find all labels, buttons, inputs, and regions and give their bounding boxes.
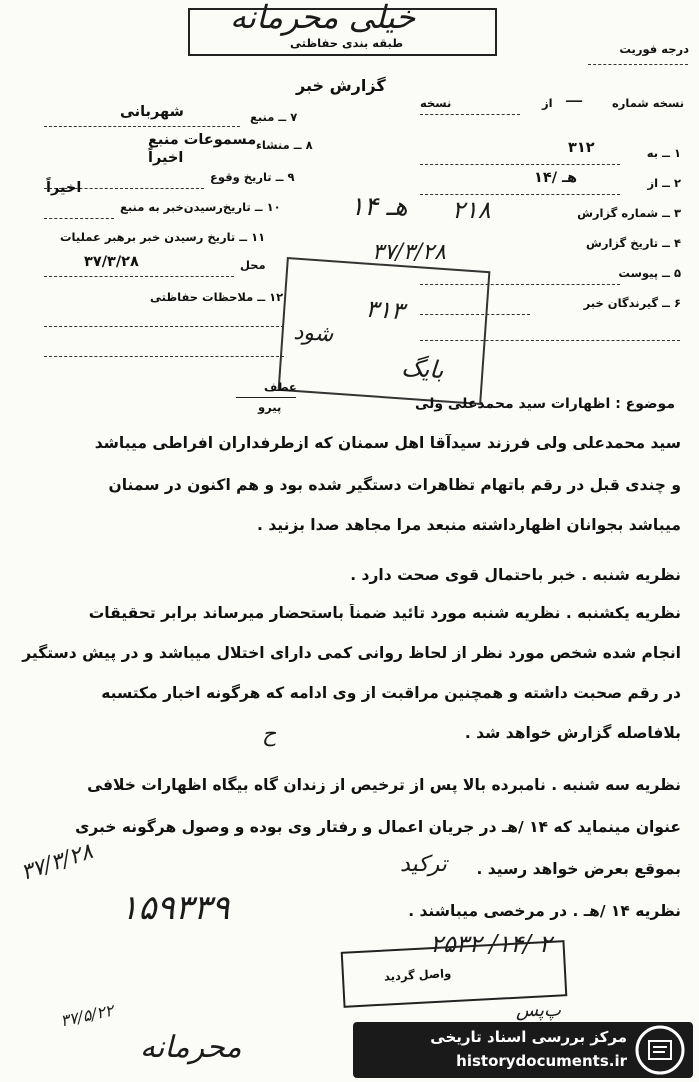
field-r4: ۴ ــ تاریخ گزارش xyxy=(585,236,681,250)
stamp-number: ۳۱۳ xyxy=(364,294,406,326)
copy-dashes xyxy=(420,114,520,115)
logo-emblem-icon xyxy=(635,1025,685,1075)
field-r1-value: ۳۱۲ xyxy=(568,140,595,156)
body-line-2: و چندی قبل در رقم باتهام تظاهرات دستگیر شده بود و هم اکنون در سمنان xyxy=(108,476,681,494)
side-note-piro: پیرو xyxy=(258,400,282,414)
priority-dashes xyxy=(588,64,688,65)
field-9-value: اخیراً xyxy=(148,150,184,166)
field-11-place: محل xyxy=(240,258,266,272)
side-note-atf: عطف xyxy=(264,380,297,394)
field-11-dashes xyxy=(44,276,234,277)
received-stamp-number: ۲۵۳۲ /۱۴/ ۲ xyxy=(430,930,552,958)
field-r5: ۵ ــ پیوست xyxy=(618,266,681,280)
field-8-value: مسموعات منبع xyxy=(148,132,257,148)
handwritten-initial: ح xyxy=(262,722,277,747)
field-7: ۷ ــ منبع xyxy=(250,110,298,124)
field-r1-dashes xyxy=(420,164,620,165)
field-10: ۱۰ ــ تاریخ‌رسیدن‌خبر به منبع xyxy=(120,200,281,214)
field-10-value: اخیراً xyxy=(46,180,82,196)
handwritten-date: ۳۷/۳/۲۸ xyxy=(17,839,96,886)
classification-box xyxy=(188,8,497,56)
copy-from: از xyxy=(542,96,553,110)
handwritten-number: ۱۵۹۳۳۹ xyxy=(120,888,230,928)
logo-url: historydocuments.ir xyxy=(456,1052,627,1070)
copy-word: نسخه xyxy=(420,96,452,110)
field-8: ۸ ــ منشاء xyxy=(256,138,313,152)
body-line-10: عنوان مینماید که ۱۴ /هـ در جریان اعمال و رفتار وی بوده و وصول هرگونه خبری xyxy=(75,818,681,836)
body-line-7: در رقم صحبت داشته و همچنین مراقبت از وی ادامه که هرگونه اخبار مکتسبه xyxy=(101,684,681,702)
field-r1: ۱ ــ به xyxy=(646,146,681,160)
field-r3: ۳ ــ شماره گزارش xyxy=(577,206,681,220)
body-line-9: نظریه سه شنبه . نامبرده بالا پس از ترخیص از زندان گاه بیگاه اظهارات خلافی xyxy=(87,776,681,794)
field-7-value: شهربانی xyxy=(120,104,184,120)
copy-number-label: نسخه شماره xyxy=(612,96,685,110)
body-line-1: سید محمدعلی ولی فرزند سیدآقا اهل سمنان که ازطرفداران افراطی میباشد xyxy=(94,434,681,452)
handwritten-classification: خیلی محرمانه xyxy=(230,0,416,36)
field-r3-hand: ۱۴ هـ xyxy=(350,192,408,222)
subject-line: موضوع : اظهارات سید محمدعلی ولی xyxy=(414,396,675,412)
body-line-4: نظریه شنبه . خبر باحتمال قوی صحت دارد . xyxy=(350,566,681,584)
stamp-word: شود xyxy=(292,319,335,348)
field-r2-value: ۱۴/ هـ xyxy=(534,170,578,186)
priority-label: درجه فوریت xyxy=(619,42,689,56)
field-12-dashes-2 xyxy=(44,356,284,357)
archive-logo xyxy=(353,1022,693,1078)
received-stamp xyxy=(341,940,568,1008)
field-r2-dashes xyxy=(420,194,620,195)
field-9: ۹ ــ تاریخ وقوع xyxy=(210,170,295,184)
field-r4-value: ۳۷/۳/۲۸ xyxy=(372,240,446,265)
report-title: گزارش خبر xyxy=(296,76,386,95)
field-12-dashes xyxy=(44,326,284,327)
archive-stamp xyxy=(278,257,491,405)
field-r2: ۲ ــ از xyxy=(647,176,681,190)
field-12: ۱۲ ــ ملاحظات حفاظتی xyxy=(150,290,284,304)
classification-label: طبقه بندی حفاظتی xyxy=(290,36,404,50)
body-line-3: میباشد بجوانان اظهارداشته منبعد مرا مجاهد صدا بزنید . xyxy=(257,516,681,534)
handwritten-forward: پ‌پس xyxy=(516,1000,561,1021)
copy-number-value: ـــ xyxy=(566,86,582,107)
handwritten-bottom-classification: محرمانه xyxy=(140,1030,242,1065)
field-10-dashes xyxy=(44,218,114,219)
side-note-line xyxy=(236,397,296,398)
logo-name: مرکز بررسی اسناد تاریخی xyxy=(430,1028,627,1046)
handwritten-date-small: ۳۷/۵/۲۲ xyxy=(58,1000,116,1031)
handwritten-signature: ترکید xyxy=(400,852,447,877)
body-line-12: نظریه ۱۴ /هـ . در مرخصی میباشند . xyxy=(408,902,681,920)
body-line-5: نظریه یکشنبه . نظریه شنبه مورد تائید ضمناً باستحضار میرساند برابر تحقیقات xyxy=(88,604,681,622)
field-r3-value: ۲۱۸ xyxy=(452,196,491,224)
body-line-11: بموقع بعرض خواهد رسید . xyxy=(476,860,681,878)
received-label: واصل گردید xyxy=(383,966,452,984)
field-11: ۱۱ ــ تاریخ رسیدن خبر برهبر عملیات xyxy=(60,230,266,244)
stamp-archive: بایگ xyxy=(400,353,445,385)
body-line-8: بلافاصله گزارش خواهد شد . xyxy=(464,724,681,742)
body-line-6: انجام شده شخص مورد نظر از لحاظ روانی کمی دارای اختلال میباشد و در پیش دستگیر xyxy=(22,644,681,662)
field-11-value: ۳۷/۳/۲۸ xyxy=(84,254,139,270)
field-7-dashes xyxy=(44,126,240,127)
field-r6: ۶ ــ گیرندگان خبر xyxy=(583,296,681,310)
